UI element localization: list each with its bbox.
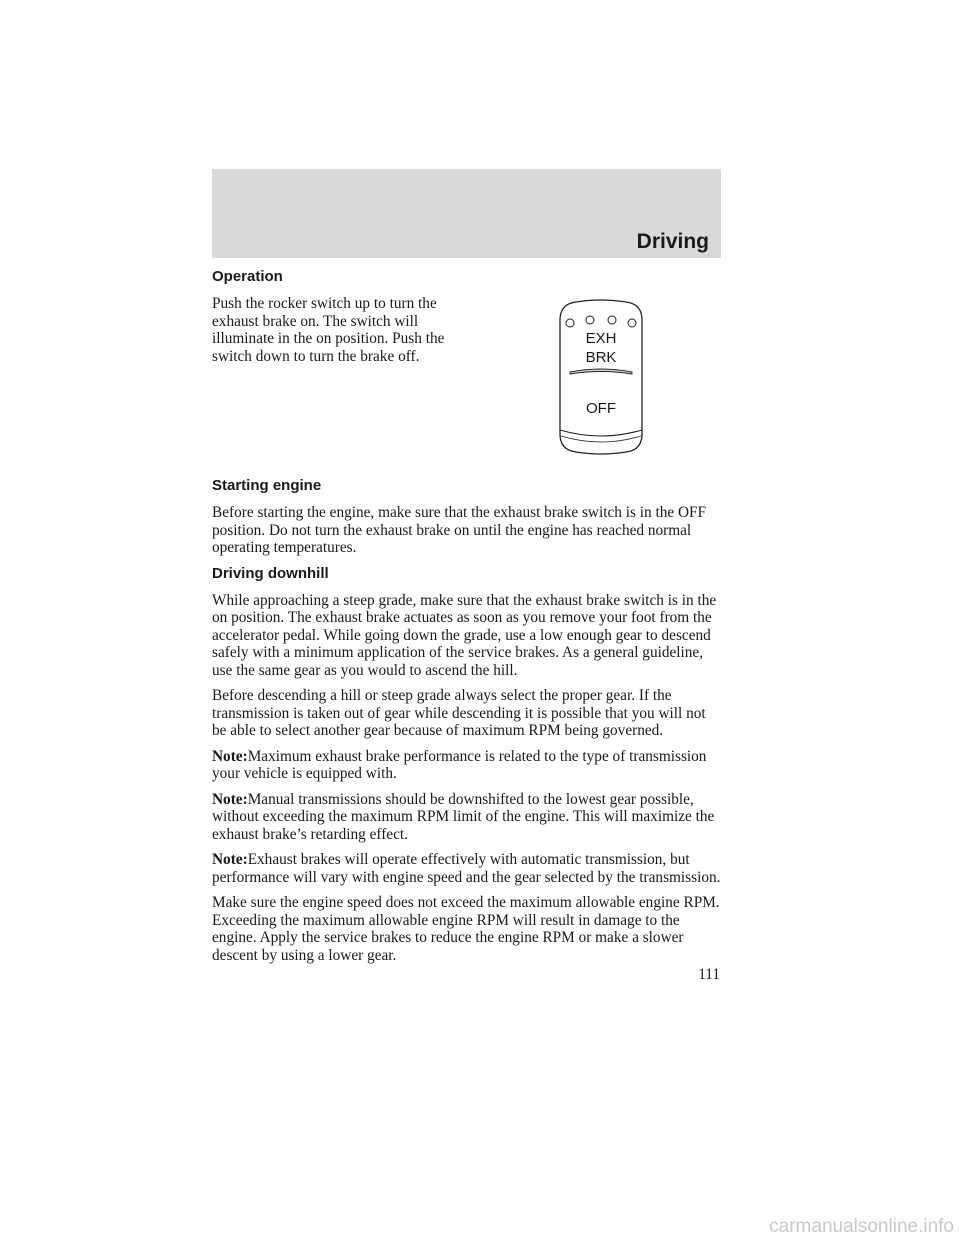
downhill-paragraph-2: Before descending a hill or steep grade always select the proper gear. If the transmission is taken out of gear while descending it is possible that you will not be able to select another gear because of maximum RPM being governed.	[212, 687, 706, 739]
watermark: carmanualsonline.info	[769, 1216, 954, 1237]
heading-operation: Operation	[212, 268, 283, 285]
heading-starting-engine: Starting engine	[212, 477, 322, 494]
note-2	[212, 791, 721, 844]
downhill-paragraph-3: Make sure the engine speed does not exceed the maximum allowable engine RPM. Exceeding the maximum allowable engine RPM will result in damage to the engine. Apply the service brakes to reduce the engine RPM or make a slower descent by using a lower gear.	[212, 894, 720, 964]
section-title: Driving	[636, 230, 709, 253]
switch-label-exh: EXH	[585, 330, 617, 347]
note-2-text: Manual transmissions should be downshifted to the lowest gear possible, without exceeding the maximum RPM limit of the engine. This will maximize the exhaust brake’s retarding effect.	[212, 790, 715, 843]
section-header-band	[212, 169, 721, 258]
note-label: Note:	[212, 851, 248, 868]
note-3	[212, 851, 721, 886]
exhaust-brake-switch-illustration	[556, 296, 646, 456]
heading-driving-downhill: Driving downhill	[212, 564, 329, 582]
operation-text: Push the rocker switch up to turn the exhaust brake on. The switch will illuminate in the on position. Push the switch down to turn the brake off.	[212, 295, 445, 365]
note-1-text: Maximum exhaust brake performance is related to the type of transmission your vehicle is equipped with.	[212, 747, 707, 782]
switch-label-off: OFF	[586, 400, 616, 417]
downhill-paragraph-1: While approaching a steep grade, make sure that the exhaust brake switch is in the on position. The exhaust brake actuates as soon as you remove your foot from the accelerator pedal. While going down the grade, use a low enough gear to descend safely with a minimum application of the service brakes. As a general guideline, use the same gear as you would to ascend the hill.	[212, 591, 717, 679]
note-label: Note:	[212, 790, 248, 808]
note-1	[212, 748, 721, 783]
starting-engine-text: Before starting the engine, make sure that the exhaust brake switch is in the OFF position. Do not turn the exhaust brake on until the engine has reached normal operating temperatures.	[212, 504, 707, 556]
note-3-text: Exhaust brakes will operate effectively with automatic transmission, but performance will vary with engine speed and the gear selected by the transmission.	[212, 851, 721, 886]
page-number: 111	[698, 966, 720, 983]
switch-label-brk: BRK	[585, 349, 617, 366]
note-label: Note:	[212, 747, 248, 765]
